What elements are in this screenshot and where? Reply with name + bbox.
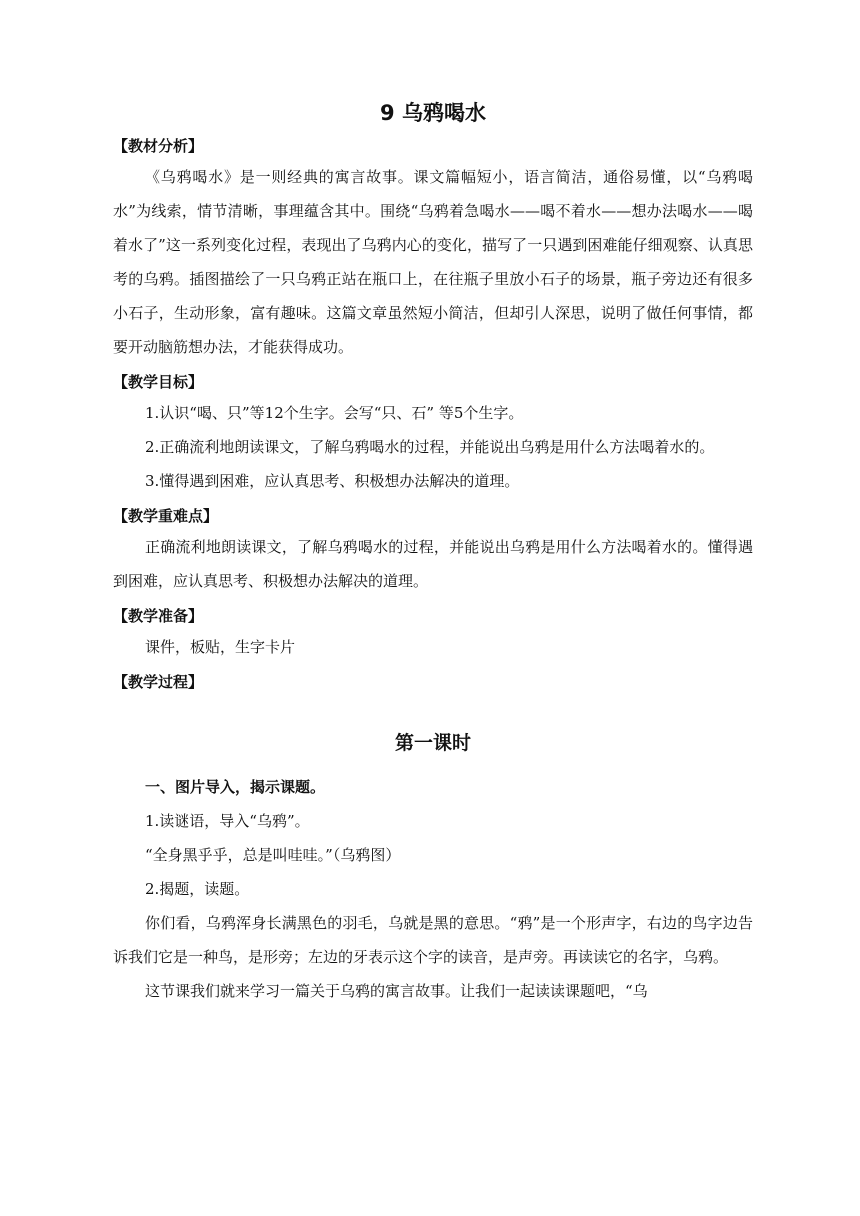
preparation-heading: 【教学准备】 <box>113 607 204 625</box>
analysis-heading: 【教材分析】 <box>113 137 204 155</box>
document-title: 9 乌鸦喝水 <box>380 101 486 125</box>
part1-heading: 一、图片导入，揭示课题。 <box>145 778 326 796</box>
step-2: 2.揭题，读题。 <box>145 880 250 898</box>
goal-item-3: 3.懂得遇到困难，应认真思考、积极想办法解决的道理。 <box>145 472 520 490</box>
riddle-text: “全身黑乎乎，总是叫哇哇。”（乌鸦图） <box>145 846 401 864</box>
key-points-heading: 【教学重难点】 <box>113 507 219 525</box>
goals-heading: 【教学目标】 <box>113 373 204 391</box>
explanation-paragraph: 你们看，乌鸦浑身长满黑色的羽毛，乌就是黑的意思。“鸦”是一个形声字，右边的鸟字边告诉我们它是一种鸟，是形旁；左边的牙表示这个字的读音，是声旁。再读读它的名字，乌鸦。 <box>113 914 753 966</box>
goal-item-2: 2.正确流利地朗读课文，了解乌鸦喝水的过程，并能说出乌鸦是用什么方法喝着水的。 <box>145 438 715 456</box>
intro-paragraph: 这节课我们就来学习一篇关于乌鸦的寓言故事。让我们一起读读课题吧，“乌 <box>145 982 648 1000</box>
document-body <box>113 96 753 1008</box>
goal-item-1: 1.认识“喝、只”等12个生字。会写“只、石” 等5个生字。 <box>145 404 524 422</box>
key-points-paragraph: 正确流利地朗读课文，了解乌鸦喝水的过程，并能说出乌鸦是用什么方法喝着水的。懂得遇到困难，应认真思考、积极想办法解决的道理。 <box>113 538 753 590</box>
lesson-title: 第一课时 <box>394 732 471 754</box>
preparation-paragraph: 课件，板贴，生字卡片 <box>145 638 296 656</box>
process-heading: 【教学过程】 <box>113 673 204 691</box>
analysis-paragraph: 《乌鸦喝水》是一则经典的寓言故事。课文篇幅短小，语言简洁，通俗易懂，以“乌鸦喝水”为线索，情节清晰，事理蕴含其中。围绕“乌鸦着急喝水——喝不着水——想办法喝水——喝着水了”这一系列变化过程，表现出了乌鸦内心的变化，描写了一只遇到困难能仔细观察、认真思考的乌鸦。插图描绘了一只乌鸦正站在瓶口上，在往瓶子里放小石子的场景，瓶子旁边还有很多小石子，生动形象，富有趣味。这篇文章虽然短小简洁，但却引人深思，说明了做任何事情，都要开动脑筋想办法，才能获得成功。 <box>113 168 753 356</box>
step-1: 1.读谜语，导入“乌鸦”。 <box>145 812 310 830</box>
